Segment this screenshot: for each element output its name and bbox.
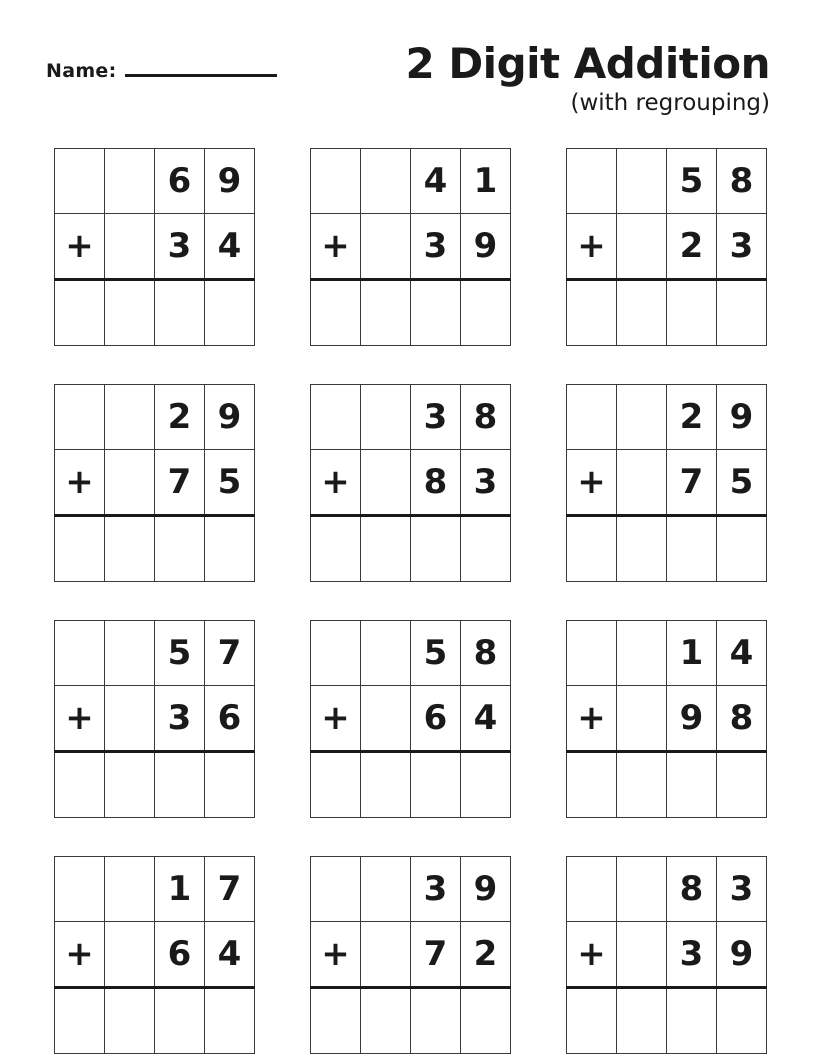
answer-cell[interactable]: [311, 279, 361, 345]
addition-problem: [54, 384, 250, 582]
answer-cell[interactable]: [155, 515, 205, 581]
empty-cell: [105, 449, 155, 515]
bottom-addend-digit: 4: [205, 921, 255, 987]
empty-cell: [617, 148, 667, 213]
empty-cell: [105, 856, 155, 921]
answer-cell[interactable]: [55, 751, 105, 817]
answer-cell[interactable]: [667, 987, 717, 1053]
bottom-addend-digit: 3: [461, 449, 511, 515]
answer-cell[interactable]: [617, 279, 667, 345]
top-addend-row: [55, 856, 255, 921]
plus-sign: +: [311, 213, 361, 279]
problem-grid: [0, 148, 816, 1054]
empty-cell: [617, 213, 667, 279]
empty-cell: [617, 384, 667, 449]
bottom-addend-digit: 4: [461, 685, 511, 751]
top-addend-digit: 5: [155, 620, 205, 685]
title-block: [405, 39, 770, 118]
bottom-addend-digit: 2: [461, 921, 511, 987]
answer-cell[interactable]: [667, 515, 717, 581]
bottom-addend-digit: 5: [717, 449, 767, 515]
answer-cell[interactable]: [667, 279, 717, 345]
answer-cell[interactable]: [717, 987, 767, 1053]
plus-sign: +: [311, 685, 361, 751]
top-addend-digit: 1: [155, 856, 205, 921]
answer-row: [311, 515, 511, 581]
bottom-addend-row: [55, 449, 255, 515]
plus-sign: +: [55, 685, 105, 751]
bottom-addend-digit: 3: [411, 213, 461, 279]
bottom-addend-digit: 6: [155, 921, 205, 987]
answer-cell[interactable]: [311, 987, 361, 1053]
plus-sign: +: [311, 449, 361, 515]
addition-problem: [54, 856, 250, 1054]
answer-row: [55, 987, 255, 1053]
bottom-addend-digit: 6: [411, 685, 461, 751]
problem-table: [566, 148, 767, 346]
top-addend-digit: 9: [461, 856, 511, 921]
problem-table: [54, 148, 255, 346]
answer-row: [567, 279, 767, 345]
top-addend-digit: 3: [717, 856, 767, 921]
top-addend-digit: 1: [667, 620, 717, 685]
answer-cell[interactable]: [567, 751, 617, 817]
empty-cell: [617, 620, 667, 685]
problem-table: [310, 384, 511, 582]
top-addend-row: [567, 384, 767, 449]
plus-sign: +: [567, 921, 617, 987]
addition-problem: [310, 856, 506, 1054]
top-addend-digit: 8: [461, 620, 511, 685]
top-addend-digit: 3: [411, 856, 461, 921]
answer-cell[interactable]: [55, 515, 105, 581]
empty-cell: [361, 921, 411, 987]
answer-row: [567, 987, 767, 1053]
answer-row: [311, 751, 511, 817]
top-addend-digit: 8: [461, 384, 511, 449]
empty-cell: [311, 148, 361, 213]
bottom-addend-digit: 3: [155, 685, 205, 751]
worksheet-header: [0, 0, 816, 118]
top-addend-row: [567, 148, 767, 213]
answer-cell[interactable]: [461, 515, 511, 581]
problem-table: [54, 384, 255, 582]
answer-row: [567, 751, 767, 817]
answer-cell[interactable]: [667, 751, 717, 817]
bottom-addend-digit: 9: [461, 213, 511, 279]
top-addend-digit: 5: [411, 620, 461, 685]
empty-cell: [311, 856, 361, 921]
answer-row: [55, 515, 255, 581]
answer-cell[interactable]: [567, 279, 617, 345]
empty-cell: [55, 620, 105, 685]
bottom-addend-row: [311, 921, 511, 987]
answer-cell[interactable]: [105, 987, 155, 1053]
answer-cell[interactable]: [155, 987, 205, 1053]
addition-problem: [54, 620, 250, 818]
top-addend-digit: 3: [411, 384, 461, 449]
problem-table: [310, 620, 511, 818]
addition-problem: [566, 148, 762, 346]
plus-sign: +: [55, 213, 105, 279]
addition-problem: [310, 620, 506, 818]
top-addend-digit: 4: [411, 148, 461, 213]
answer-cell[interactable]: [411, 751, 461, 817]
answer-cell[interactable]: [567, 515, 617, 581]
answer-cell[interactable]: [361, 751, 411, 817]
answer-cell[interactable]: [155, 279, 205, 345]
answer-cell[interactable]: [361, 987, 411, 1053]
answer-cell[interactable]: [205, 987, 255, 1053]
answer-cell[interactable]: [205, 751, 255, 817]
bottom-addend-row: [311, 449, 511, 515]
top-addend-digit: 2: [667, 384, 717, 449]
empty-cell: [55, 384, 105, 449]
problem-table: [54, 620, 255, 818]
page-title: 2 Digit Addition: [405, 39, 770, 88]
answer-cell[interactable]: [311, 751, 361, 817]
answer-row: [311, 987, 511, 1053]
page-subtitle: (with regrouping): [570, 90, 770, 117]
answer-cell[interactable]: [617, 751, 667, 817]
problem-table: [566, 384, 767, 582]
name-field-block: [46, 42, 277, 82]
problem-table: [566, 620, 767, 818]
bottom-addend-digit: 5: [205, 449, 255, 515]
bottom-addend-digit: 9: [717, 921, 767, 987]
empty-cell: [567, 148, 617, 213]
answer-cell[interactable]: [105, 751, 155, 817]
answer-cell[interactable]: [567, 987, 617, 1053]
empty-cell: [361, 384, 411, 449]
top-addend-digit: 2: [155, 384, 205, 449]
problem-table: [310, 856, 511, 1054]
bottom-addend-row: [311, 685, 511, 751]
bottom-addend-digit: 3: [717, 213, 767, 279]
answer-cell[interactable]: [461, 279, 511, 345]
answer-cell[interactable]: [717, 515, 767, 581]
top-addend-digit: 7: [205, 620, 255, 685]
addition-problem: [310, 148, 506, 346]
answer-cell[interactable]: [155, 751, 205, 817]
empty-cell: [361, 685, 411, 751]
answer-cell[interactable]: [617, 515, 667, 581]
empty-cell: [567, 620, 617, 685]
answer-row: [311, 279, 511, 345]
addition-problem: [566, 856, 762, 1054]
empty-cell: [617, 449, 667, 515]
top-addend-digit: 8: [667, 856, 717, 921]
answer-row: [55, 279, 255, 345]
empty-cell: [617, 685, 667, 751]
top-addend-row: [311, 620, 511, 685]
empty-cell: [105, 384, 155, 449]
answer-cell[interactable]: [55, 987, 105, 1053]
plus-sign: +: [567, 685, 617, 751]
empty-cell: [361, 148, 411, 213]
answer-cell[interactable]: [411, 279, 461, 345]
name-write-line[interactable]: [125, 73, 277, 77]
top-addend-digit: 9: [205, 384, 255, 449]
problem-table: [54, 856, 255, 1054]
empty-cell: [105, 148, 155, 213]
answer-cell[interactable]: [311, 515, 361, 581]
answer-cell[interactable]: [361, 279, 411, 345]
empty-cell: [361, 449, 411, 515]
bottom-addend-digit: 9: [667, 685, 717, 751]
addition-problem: [566, 620, 762, 818]
answer-cell[interactable]: [617, 987, 667, 1053]
bottom-addend-digit: 7: [411, 921, 461, 987]
empty-cell: [55, 148, 105, 213]
top-addend-row: [311, 856, 511, 921]
top-addend-digit: 5: [667, 148, 717, 213]
empty-cell: [105, 921, 155, 987]
answer-cell[interactable]: [461, 751, 511, 817]
bottom-addend-row: [311, 213, 511, 279]
addition-problem: [54, 148, 250, 346]
top-addend-digit: 6: [155, 148, 205, 213]
top-addend-row: [55, 384, 255, 449]
answer-cell[interactable]: [205, 279, 255, 345]
empty-cell: [55, 856, 105, 921]
empty-cell: [311, 620, 361, 685]
addition-problem: [566, 384, 762, 582]
answer-cell[interactable]: [361, 515, 411, 581]
answer-cell[interactable]: [55, 279, 105, 345]
answer-cell[interactable]: [717, 279, 767, 345]
answer-row: [55, 751, 255, 817]
answer-row: [567, 515, 767, 581]
problem-table: [310, 148, 511, 346]
plus-sign: +: [567, 449, 617, 515]
plus-sign: +: [55, 449, 105, 515]
top-addend-row: [311, 384, 511, 449]
bottom-addend-digit: 3: [667, 921, 717, 987]
empty-cell: [617, 921, 667, 987]
bottom-addend-digit: 8: [717, 685, 767, 751]
plus-sign: +: [311, 921, 361, 987]
empty-cell: [361, 856, 411, 921]
empty-cell: [105, 620, 155, 685]
empty-cell: [311, 384, 361, 449]
empty-cell: [105, 213, 155, 279]
answer-cell[interactable]: [411, 515, 461, 581]
bottom-addend-digit: 2: [667, 213, 717, 279]
top-addend-digit: 7: [205, 856, 255, 921]
bottom-addend-row: [567, 921, 767, 987]
bottom-addend-digit: 7: [155, 449, 205, 515]
empty-cell: [105, 685, 155, 751]
bottom-addend-digit: 3: [155, 213, 205, 279]
bottom-addend-row: [55, 921, 255, 987]
bottom-addend-digit: 6: [205, 685, 255, 751]
top-addend-digit: 1: [461, 148, 511, 213]
empty-cell: [361, 213, 411, 279]
answer-cell[interactable]: [105, 515, 155, 581]
top-addend-row: [567, 856, 767, 921]
bottom-addend-digit: 8: [411, 449, 461, 515]
top-addend-digit: 9: [717, 384, 767, 449]
empty-cell: [617, 856, 667, 921]
answer-cell[interactable]: [411, 987, 461, 1053]
top-addend-row: [55, 148, 255, 213]
top-addend-digit: 8: [717, 148, 767, 213]
bottom-addend-digit: 4: [205, 213, 255, 279]
empty-cell: [567, 856, 617, 921]
bottom-addend-digit: 7: [667, 449, 717, 515]
answer-cell[interactable]: [105, 279, 155, 345]
plus-sign: +: [55, 921, 105, 987]
bottom-addend-row: [55, 213, 255, 279]
bottom-addend-row: [567, 213, 767, 279]
problem-table: [566, 856, 767, 1054]
addition-problem: [310, 384, 506, 582]
top-addend-digit: 9: [205, 148, 255, 213]
empty-cell: [567, 384, 617, 449]
answer-cell[interactable]: [205, 515, 255, 581]
top-addend-row: [55, 620, 255, 685]
name-label: Name:: [46, 60, 117, 82]
bottom-addend-row: [567, 685, 767, 751]
top-addend-row: [311, 148, 511, 213]
bottom-addend-row: [55, 685, 255, 751]
plus-sign: +: [567, 213, 617, 279]
top-addend-digit: 4: [717, 620, 767, 685]
top-addend-row: [567, 620, 767, 685]
empty-cell: [361, 620, 411, 685]
answer-cell[interactable]: [461, 987, 511, 1053]
bottom-addend-row: [567, 449, 767, 515]
answer-cell[interactable]: [717, 751, 767, 817]
